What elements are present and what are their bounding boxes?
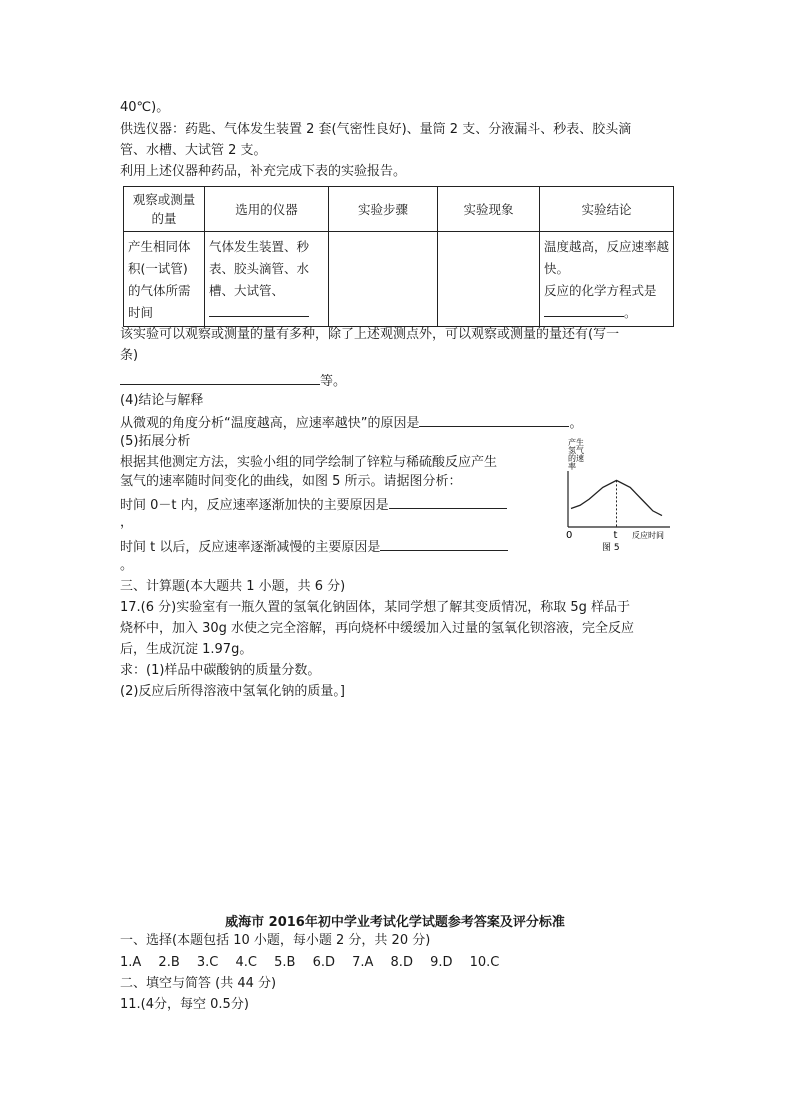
instruments-text: 气体发生装置、秒表、胶头滴管、水槽、大试管、 xyxy=(209,239,310,298)
x-tick-0: 0 xyxy=(566,530,573,541)
section4-question xyxy=(120,412,583,433)
section5-q2 xyxy=(120,536,508,557)
header-steps: 实验步骤 xyxy=(329,187,438,232)
header-instruments: 选用的仪器 xyxy=(205,187,329,232)
cell-measure: 产生相同体积(一试管)的气体所需时间 xyxy=(124,232,205,327)
y-label-line-2: 氢气 xyxy=(568,446,584,455)
q2-text: 时间 t 以后，反应速率逐渐减慢的主要原因是 xyxy=(120,540,381,555)
q1-end: ， xyxy=(120,515,134,530)
instruments-blank[interactable] xyxy=(209,302,309,317)
instruments-line-1: 供选仪器：药匙、气体发生装置 2 套(气密性良好)、量筒 2 支、分液漏斗、秒表、胶头滴 xyxy=(120,122,632,137)
figure-caption: 图 5 xyxy=(602,543,620,553)
other-measure-answer xyxy=(120,370,346,391)
q17-line-1: 17.(6 分)实验室有一瓶久置的氢氧化钠固体，某同学想了解其变质情况，称取 5g 样品于 xyxy=(120,600,631,615)
instruction-text: 利用上述仪器种药品，补充完成下表的实验报告。 xyxy=(120,164,407,179)
q17-line-2: 烧杯中，加入 30g 水使之完全溶解，再向烧杯中缓缓加入过量的氢氧化钡溶液，完全反应 xyxy=(120,621,635,636)
answer-q11: 11.(4分，每空 0.5分) xyxy=(120,997,249,1012)
section4-blank[interactable] xyxy=(419,412,569,427)
answer-part2: 二、填空与简答 (共 44 分) xyxy=(120,976,277,991)
other-measure-blank[interactable] xyxy=(120,370,320,385)
q17-line-3: 后，生成沉淀 1.97g。 xyxy=(120,642,253,657)
q2-end: 。 xyxy=(120,558,134,573)
cell-instruments xyxy=(205,232,329,327)
conclusion-text: 温度越高，反应速率越快。 xyxy=(544,239,670,276)
answer-part1: 一、选择(本题包括 10 小题，每小题 2 分，共 20 分) xyxy=(120,933,431,948)
other-measure-line-2: 条) xyxy=(120,348,139,363)
x-tick-t: t xyxy=(613,530,618,541)
q1-blank[interactable] xyxy=(389,494,507,509)
equation-end: 。 xyxy=(624,305,637,320)
cell-phenomena[interactable] xyxy=(438,232,540,327)
section5-text-1: 根据其他测定方法，实验小组的同学绘制了锌粒与稀硫酸反应产生 xyxy=(120,455,498,470)
header-phenomena: 实验现象 xyxy=(438,187,540,232)
section5-text-2: 氢气的速率随时间变化的曲线，如图 5 所示。请据图分析： xyxy=(120,474,462,489)
y-label-line-3: 的速 xyxy=(568,454,584,463)
other-measure-suffix: 等。 xyxy=(320,374,347,389)
answer-title: 威海市 2016年初中学业考试化学试题参考答案及评分标准 xyxy=(225,915,565,930)
section4-heading: (4)结论与解释 xyxy=(120,393,204,408)
y-label-line-4: 率 xyxy=(568,462,576,471)
y-axis-label xyxy=(568,437,587,471)
answer-choices: 1.A 2.B 3.C 4.C 5.B 6.D 7.A 8.D 9.D 10.C xyxy=(120,955,500,970)
equation-blank[interactable] xyxy=(544,302,624,317)
q17-ask-1: 求：(1)样品中碳酸钠的质量分数。 xyxy=(120,663,321,678)
experiment-report-table xyxy=(123,186,674,327)
text-40c: 40℃)。 xyxy=(120,100,170,115)
header-measure: 观察或测量的量 xyxy=(124,187,205,232)
figure5-chart xyxy=(558,436,678,556)
instruments-line-2: 管、水槽、大试管 2 支。 xyxy=(120,143,267,158)
section4-question-text: 从微观的角度分析“温度越高，应速率越快”的原因是 xyxy=(120,416,420,431)
q17-ask-2: (2)反应后所得溶液中氢氧化钠的质量。] xyxy=(120,684,345,699)
section4-end: 。 xyxy=(569,416,583,431)
cell-steps[interactable] xyxy=(329,232,438,327)
cell-conclusion xyxy=(540,232,674,327)
section3-heading: 三、计算题(本大题共 1 小题，共 6 分) xyxy=(120,579,346,594)
header-conclusion: 实验结论 xyxy=(540,187,674,232)
q2-blank[interactable] xyxy=(380,536,508,551)
section5-heading: (5)拓展分析 xyxy=(120,434,191,449)
other-measure-line-1: 该实验可以观察或测量的量有多种，除了上述观测点外，可以观察或测量的量还有(写一 xyxy=(120,327,620,342)
x-axis-label: 反应时间 xyxy=(632,531,664,540)
y-label-line-1: 产生 xyxy=(568,438,584,447)
q1-text: 时间 0－t 内，反应速率逐渐加快的主要原因是 xyxy=(120,498,389,513)
section5-q1 xyxy=(120,494,507,515)
equation-label: 反应的化学方程式是 xyxy=(544,283,657,298)
